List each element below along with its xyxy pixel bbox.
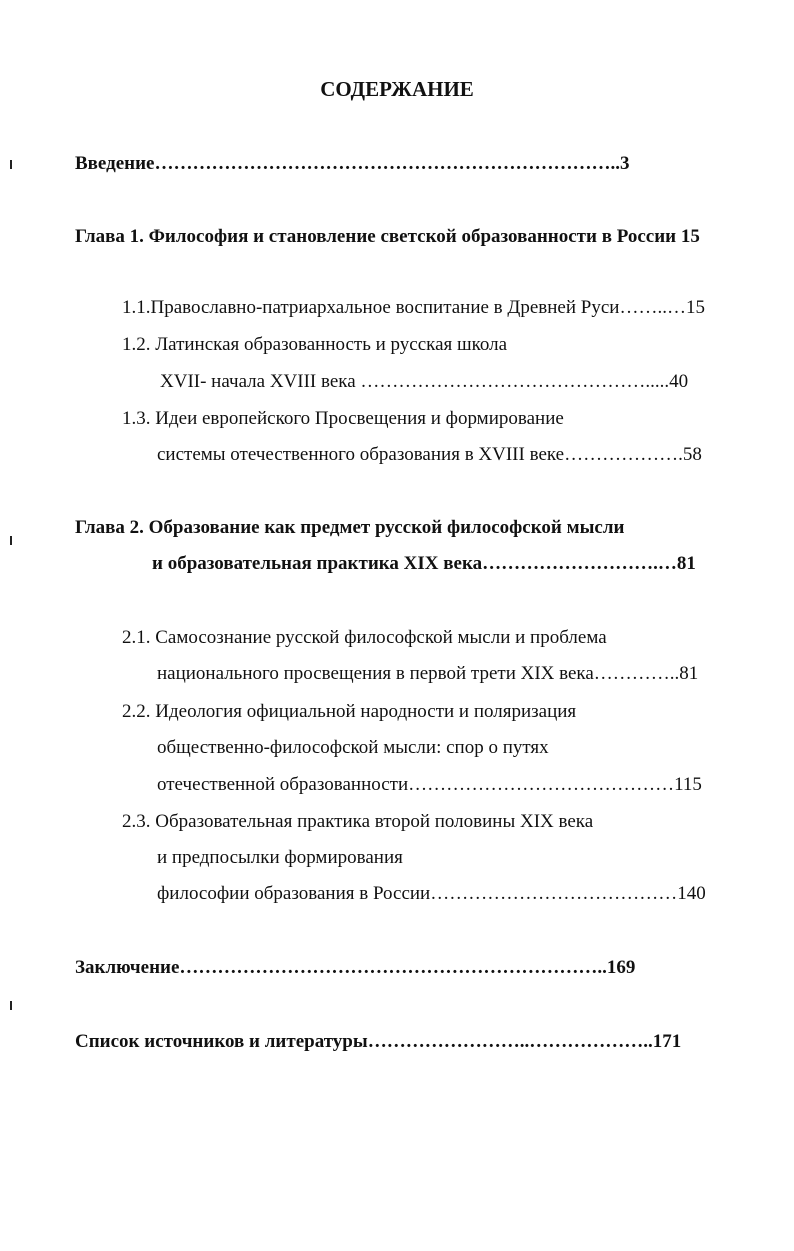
scan-margin-mark — [10, 160, 12, 169]
page-title: СОДЕРЖАНИЕ — [320, 77, 474, 101]
toc-entry-references: Список источников и литературы……………………..………………..171 — [75, 1031, 682, 1052]
toc-entry-section-2-2-line1: 2.2. Идеология официальной народности и поляризация — [122, 701, 577, 722]
toc-entry-section-1-2-line1: 1.2. Латинская образованность и русская школа — [122, 334, 508, 355]
toc-entry-section-2-3-line2: и предпосылки формирования — [157, 847, 403, 868]
toc-entry-section-1-3-line1: 1.3. Идеи европейского Просвещения и формирование — [122, 408, 564, 429]
toc-entry-section-2-3-line1: 2.3. Образовательная практика второй половины XIX века — [122, 811, 594, 832]
toc-entry-section-2-1-line1: 2.1. Самосознание русской философской мысли и проблема — [122, 627, 607, 648]
toc-entry-conclusion: Заключение…………………………………………………………..169 — [75, 957, 636, 978]
toc-entry-chapter-2-line1: Глава 2. Образование как предмет русской философской мысли — [75, 517, 625, 538]
toc-entry-section-2-2-line2: общественно-философской мысли: спор о путях — [157, 737, 549, 758]
scan-margin-mark — [10, 536, 12, 545]
toc-entry-section-2-1-line2: национального просвещения в первой трети XIX века…………..81 — [157, 663, 699, 684]
scan-margin-mark — [10, 1001, 12, 1010]
toc-entry-chapter-1: Глава 1. Философия и становление светской образованности в России 15 — [75, 226, 700, 247]
toc-entry-section-2-2-line3: отечественной образованности……………………………………115 — [157, 774, 702, 795]
toc-entry-section-2-3-line3: философии образования в России…………………………………140 — [157, 883, 706, 904]
toc-entry-section-1-3-line2: системы отечественного образования в XVIII веке……………….58 — [157, 444, 702, 465]
toc-entry-section-1-1: 1.1.Православно-патриархальное воспитание в Древней Руси……..…15 — [122, 297, 705, 318]
toc-entry-section-1-2-line2: XVII- начала XVIII века ……………………………………….....40 — [160, 371, 689, 392]
toc-entry-introduction: Введение………………………………………………………………..3 — [75, 153, 630, 174]
toc-entry-chapter-2-line2: и образовательная практика XIX века……………………….…81 — [152, 553, 696, 574]
